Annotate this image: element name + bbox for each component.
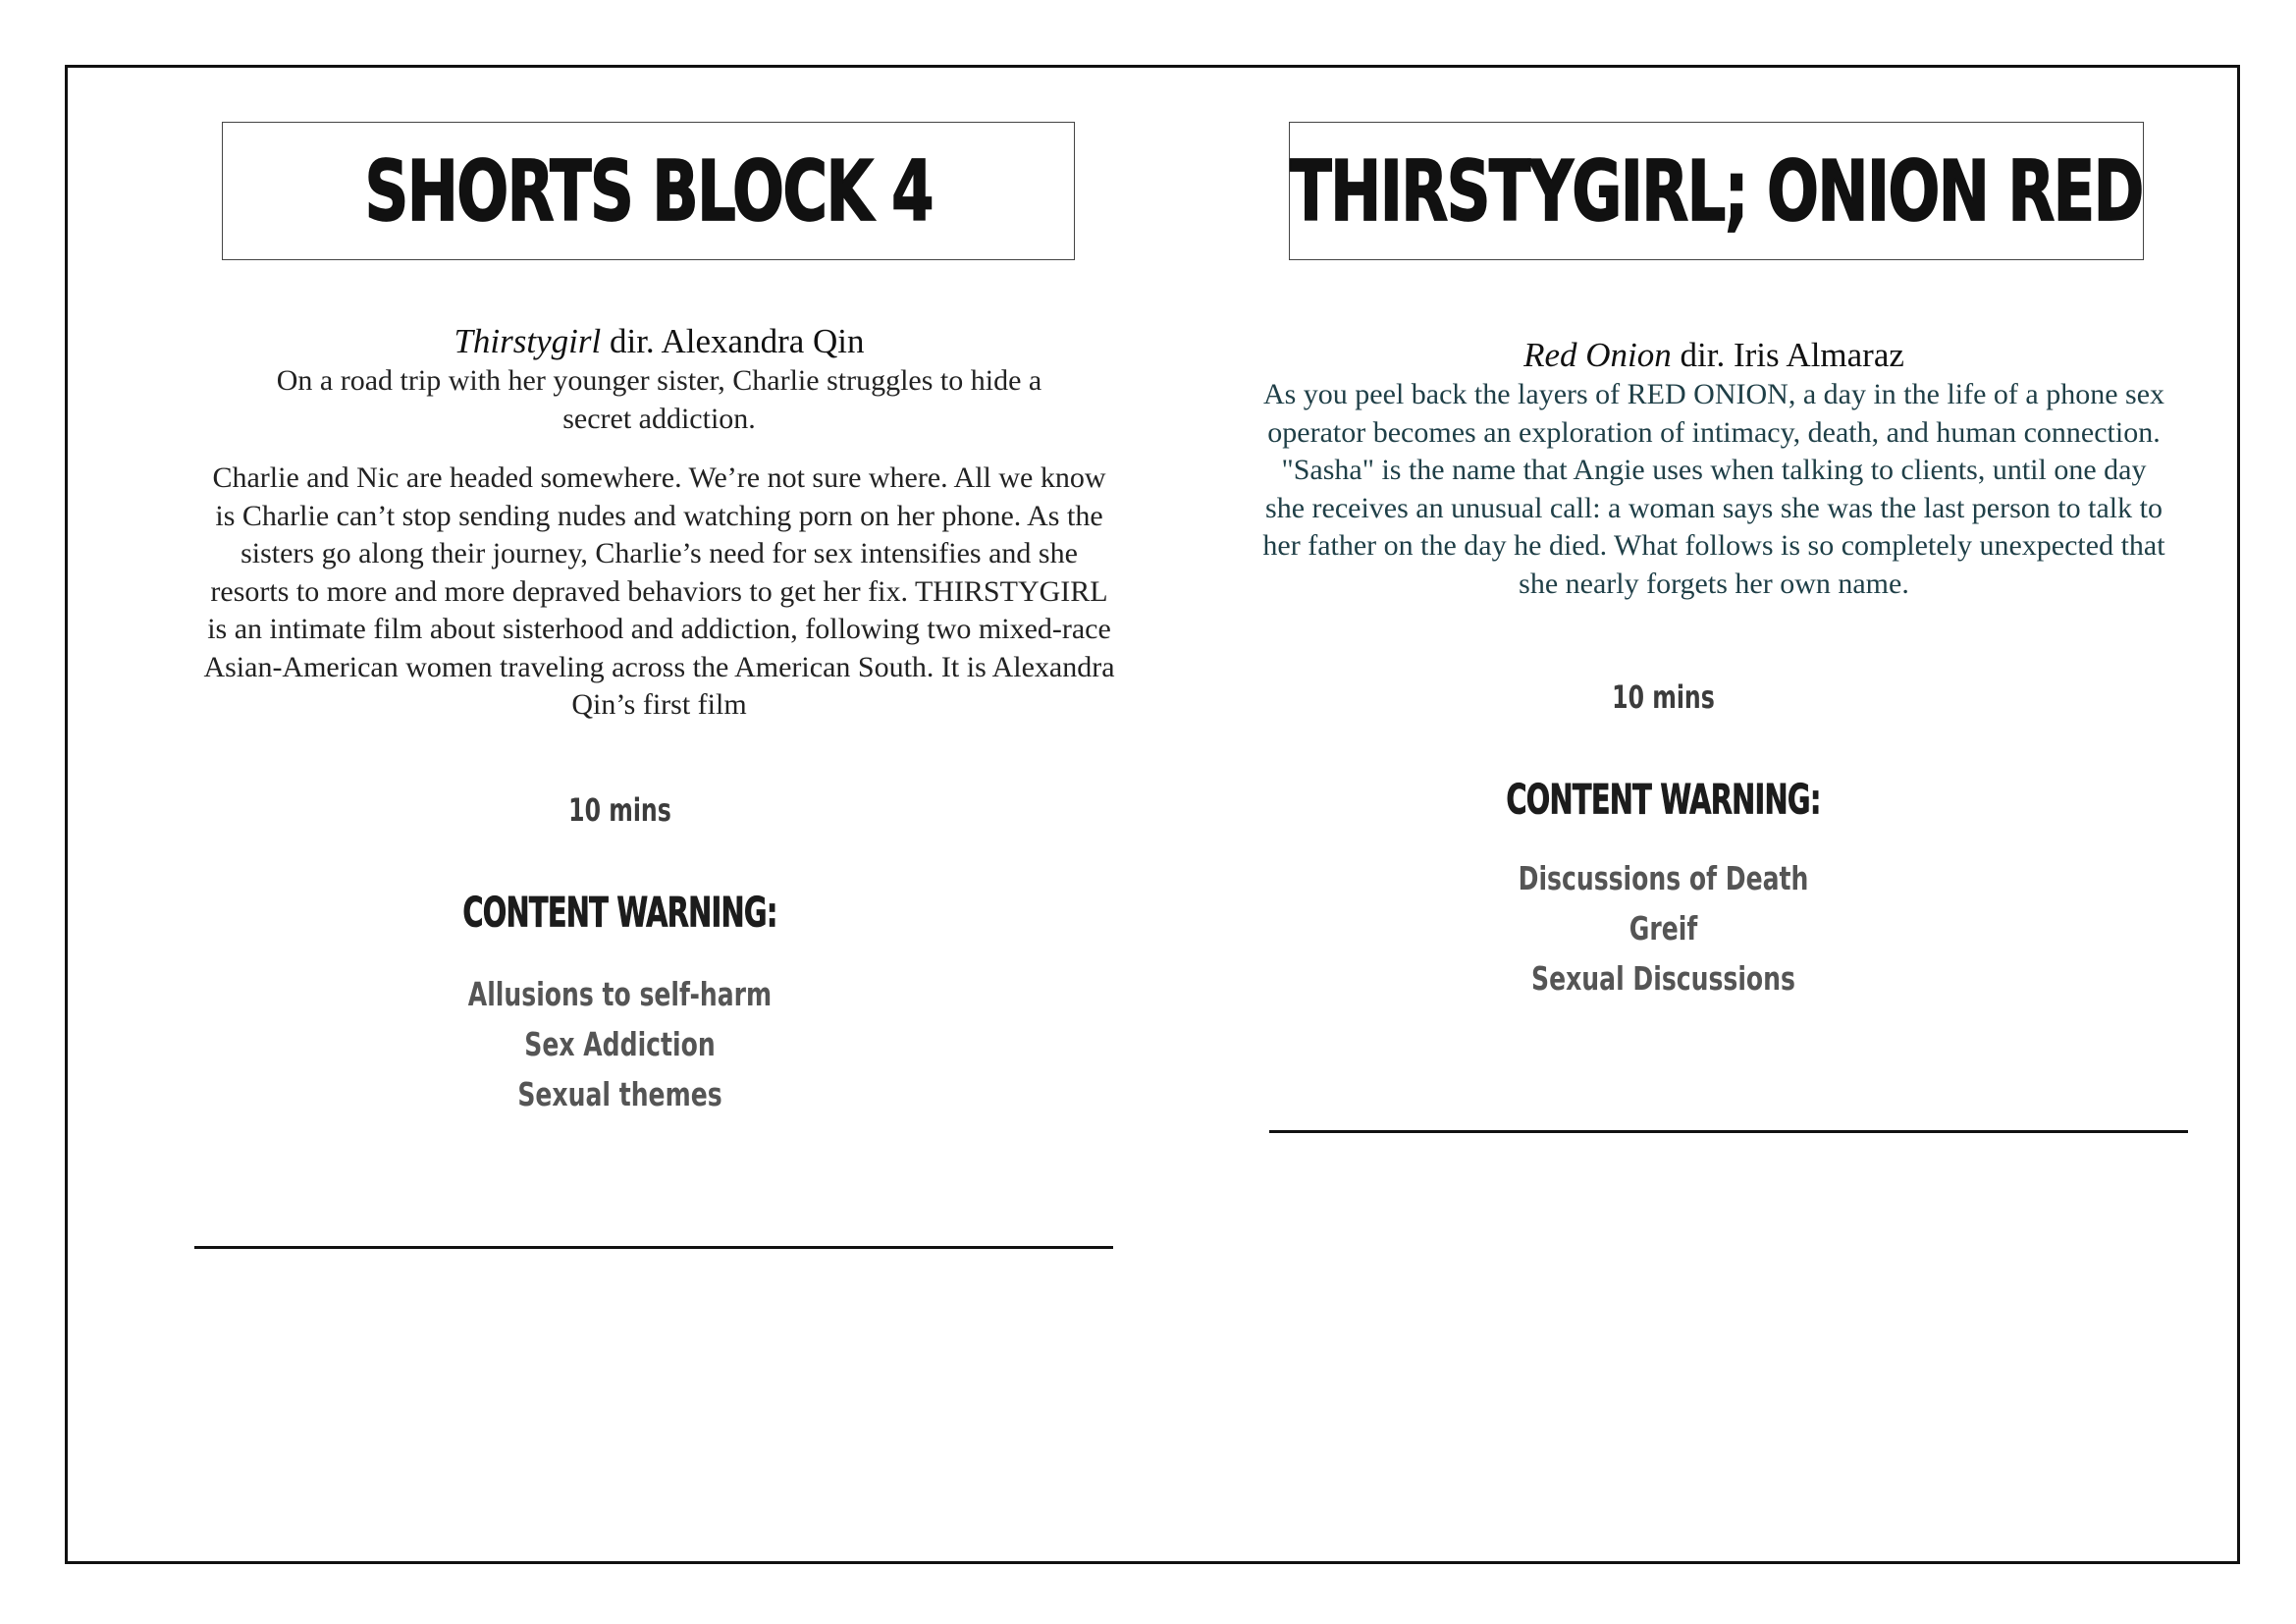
left-divider [194, 1246, 1113, 1249]
right-warning-item: Discussions of Death [1518, 859, 1809, 897]
right-warning-item: Sexual Discussions [1531, 959, 1795, 998]
right-warning-list [1128, 853, 2199, 1003]
left-title-box [222, 122, 1075, 260]
left-duration: 10 mins [568, 791, 671, 829]
left-warning-item: Sex Addiction [524, 1025, 716, 1063]
right-director: dir. Iris Almaraz [1671, 336, 1904, 374]
right-title: THIRSTYGIRL; ONION RED [1290, 141, 2143, 241]
right-film-title: Red Onion [1523, 336, 1672, 374]
left-warning-list [68, 969, 1172, 1119]
right-content-warning-heading: CONTENT WARNING: [1506, 776, 1821, 825]
left-film-heading [200, 321, 1118, 362]
left-warning-item: Sexual themes [517, 1075, 722, 1113]
right-description: As you peel back the layers of RED ONION, a day in the life of a phone sex operator becomes an exploration of intimacy, death, and human connection. "Sasha" is the name that Angie uses when talking to clients, until one day she receives an unusual call: a woman says she was the last person to talk to her father on the day he died. What follows is so completely unexpected that she nearly forgets her own name. [1262, 378, 2165, 600]
left-director: dir. Alexandra Qin [601, 322, 865, 360]
left-warning-item: Allusions to self-harm [467, 975, 773, 1013]
right-title-box [1289, 122, 2144, 260]
left-logline: On a road trip with her younger sister, Charlie struggles to hide a secret addiction. [276, 364, 1042, 435]
right-column [1172, 68, 2243, 1561]
left-content-warning-heading: CONTENT WARNING: [462, 889, 777, 938]
left-column [68, 68, 1172, 1561]
left-description: Charlie and Nic are headed somewhere. We’re not sure where. All we know is Charlie can’t stop sending nudes and watching porn on her phone. As the sisters go along their journey, Charlie’s need for sex intensifies and she resorts to more and more depraved behaviors to get her fix. THIRSTYGIRL is an intimate film about sisterhood and addiction, following two mixed-race Asian-American women traveling across the American South. It is Alexandra Qin’s first film [203, 461, 1115, 721]
left-title: SHORTS BLOCK 4 [364, 141, 933, 241]
page-frame [65, 65, 2240, 1564]
left-film-title: Thirstygirl [454, 322, 602, 360]
left-film-block [200, 321, 1118, 725]
right-film-block [1262, 335, 2165, 603]
right-film-heading [1262, 335, 2165, 376]
right-warning-item: Greif [1629, 909, 1698, 947]
right-divider [1269, 1130, 2188, 1133]
right-duration: 10 mins [1612, 678, 1715, 716]
